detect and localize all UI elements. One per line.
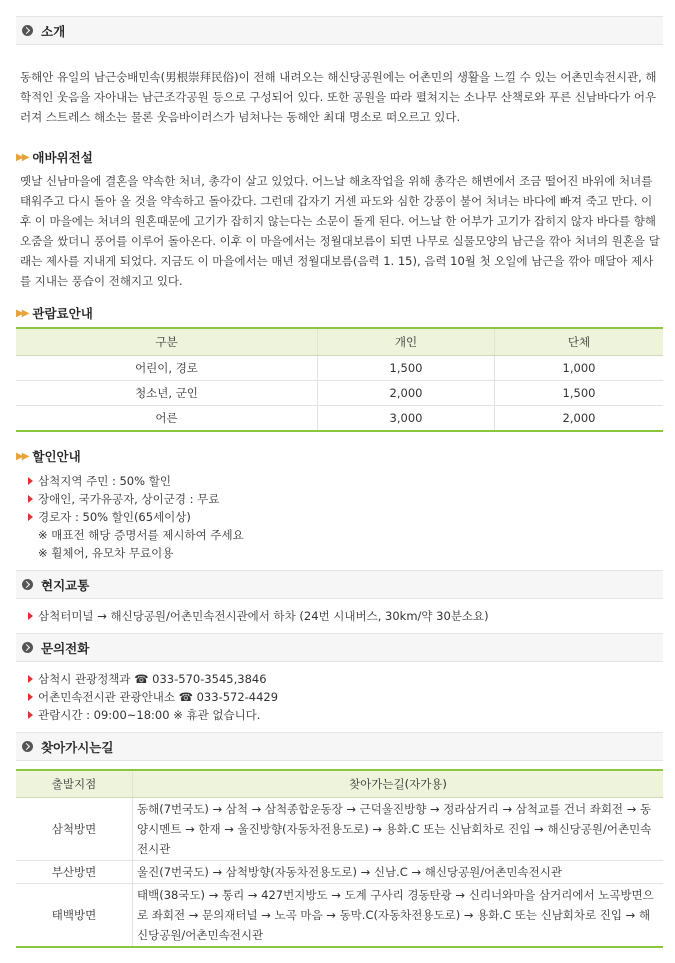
section-title: 소개 xyxy=(41,23,66,39)
contact-list xyxy=(26,670,663,724)
list-item: 어촌민속전시관 관광안내소 ☎ 033-572-4429 xyxy=(26,688,663,706)
legend-text: 옛날 신남마을에 결혼을 약속한 처녀, 총각이 살고 있었다. 어느날 해초작업을 위해 총각은 해변에서 조금 떨어진 바위에 처녀를 태워주고 다시 돌아 올 것을 약속하고 돌아갔다. 그런데 갑자기 거센 파도와 심한 강풍이 불어 처녀는 바다에 빠져 죽고 만다. 이후 이 마을에는 처녀의 원혼때문에 고기가 잡히지 않는다는 소문이 돌게 된다. 어느날 한 어부가 고기가 잡히지 않자 바다를 향해 오줌을 쌌더니 풍어를 이루어 돌아온다. 이후 이 마을에서는 정월대보름이 되면 나무로 실물모양의 남근을 깎아 처녀의 원혼을 달래는 제사를 지내게 되었다. 지금도 이 마을에서는 매년 정월대보름(음력 1. 15), 음력 10월 첫 오일에 남근을 깎아 매달아 제사를 지내는 풍습이 전해지고 있다. xyxy=(20,174,660,288)
directions-table xyxy=(16,769,663,948)
table-row xyxy=(16,884,663,948)
table-row xyxy=(16,406,663,432)
table-row xyxy=(16,861,663,884)
list-item: 장애인, 국가유공자, 상이군경 : 무료 xyxy=(26,490,663,508)
table-cell: 2,000 xyxy=(318,381,495,406)
list-item: 관람시간 : 09:00~18:00 ※ 휴관 없습니다. xyxy=(26,706,663,724)
chevron-circle-icon xyxy=(22,741,33,752)
chevron-circle-icon xyxy=(22,642,33,653)
fee-header-category: 구분 xyxy=(16,328,318,356)
table-cell: 2,000 xyxy=(495,406,664,432)
subheading-fee xyxy=(16,305,663,321)
subheading-discount xyxy=(16,448,663,464)
route-cell: 동해(7번국도) → 삼척 → 삼척종합운동장 → 근덕울진방향 → 정라삼거리 → 삼척교를 건너 좌회전 → 동양시멘트 → 한재 → 울진방향(자동차전용도로) → 용화.C 또는 신남회차로 진입 → 해신당공원/어촌민속전시관 xyxy=(133,798,664,861)
section-header-intro xyxy=(16,16,663,45)
table-cell: 3,000 xyxy=(318,406,495,432)
directions-header-origin: 출발지점 xyxy=(16,770,133,798)
fee-header-group: 단체 xyxy=(495,328,664,356)
origin-cell: 부산방면 xyxy=(16,861,133,884)
fee-table xyxy=(16,327,663,432)
transport-list xyxy=(26,607,663,625)
page-content xyxy=(0,16,675,948)
list-item: 삼척터미널 → 해신당공원/어촌민속전시관에서 하차 (24번 시내버스, 30km/약 30분소요) xyxy=(26,607,663,625)
subheading-title: 할인안내 xyxy=(32,449,81,464)
note-item: ※ 매표전 해당 증명서를 제시하여 주세요 xyxy=(38,528,244,542)
section-title: 찾아가시는길 xyxy=(41,739,114,755)
table-cell: 어른 xyxy=(16,406,318,432)
section-title: 문의전화 xyxy=(41,640,90,656)
subheading-legend xyxy=(16,149,663,165)
table-cell: 청소년, 군인 xyxy=(16,381,318,406)
table-row xyxy=(16,381,663,406)
table-cell: 1,000 xyxy=(495,356,664,381)
section-title: 현지교통 xyxy=(41,577,90,593)
chevron-circle-icon xyxy=(22,25,33,36)
intro-text: 동해안 유일의 남근숭배민속(男根崇拜民俗)이 전해 내려오는 해신당공원에는 어촌민의 생활을 느낄 수 있는 어촌민속전시관, 해학적인 웃음을 자아내는 남근조각공원 등으로 구성되어 있다. 또한 공원을 따라 펼쳐지는 소나무 산책로와 푸른 신남바다가 어우러져 스트레스 해소는 물론 웃음바이러스가 넘쳐나는 동해안 최대 명소로 떠오르고 있다. xyxy=(20,70,657,124)
double-arrow-icon: ▶▶ xyxy=(16,450,28,462)
list-item: 삼척시 관광정책과 ☎ 033-570-3545,3846 xyxy=(26,670,663,688)
origin-cell: 태백방면 xyxy=(16,884,133,948)
section-header-transport xyxy=(16,570,663,599)
note-item: ※ 휠체어, 유모차 무료이용 xyxy=(38,546,174,560)
fee-header-individual: 개인 xyxy=(318,328,495,356)
section-header-contact xyxy=(16,633,663,662)
section-header-directions xyxy=(16,732,663,761)
table-cell: 1,500 xyxy=(495,381,664,406)
origin-cell: 삼척방면 xyxy=(16,798,133,861)
route-cell: 울진(7번국도) → 삼척방향(자동차전용도로) → 신남.C → 해신당공원/어촌민속전시관 xyxy=(133,861,664,884)
table-cell: 1,500 xyxy=(318,356,495,381)
subheading-title: 애바위전설 xyxy=(32,150,93,165)
table-row xyxy=(16,798,663,861)
table-cell: 어린이, 경로 xyxy=(16,356,318,381)
route-cell: 태백(38국도) → 통리 → 427번지방도 → 도계 구사리 경동탄광 → 신리너와마을 삼거리에서 노곡방면으로 좌회전 → 문의재터널 → 노곡 마음 → 동막.C(자동차전용도로) → 용화.C 또는 신남회차로 진입 → 해신당공원/어촌민속전시관 xyxy=(133,884,664,948)
subheading-title: 관람료안내 xyxy=(32,306,93,321)
chevron-circle-icon xyxy=(22,579,33,590)
directions-header-route: 찾아가는길(자가용) xyxy=(133,770,664,798)
discount-list xyxy=(26,472,663,562)
list-item: 경로자 : 50% 할인(65세이상) xyxy=(26,508,663,526)
double-arrow-icon: ▶▶ xyxy=(16,307,28,319)
list-item: 삼척지역 주민 : 50% 할인 xyxy=(26,472,663,490)
table-row xyxy=(16,356,663,381)
double-arrow-icon: ▶▶ xyxy=(16,151,28,163)
